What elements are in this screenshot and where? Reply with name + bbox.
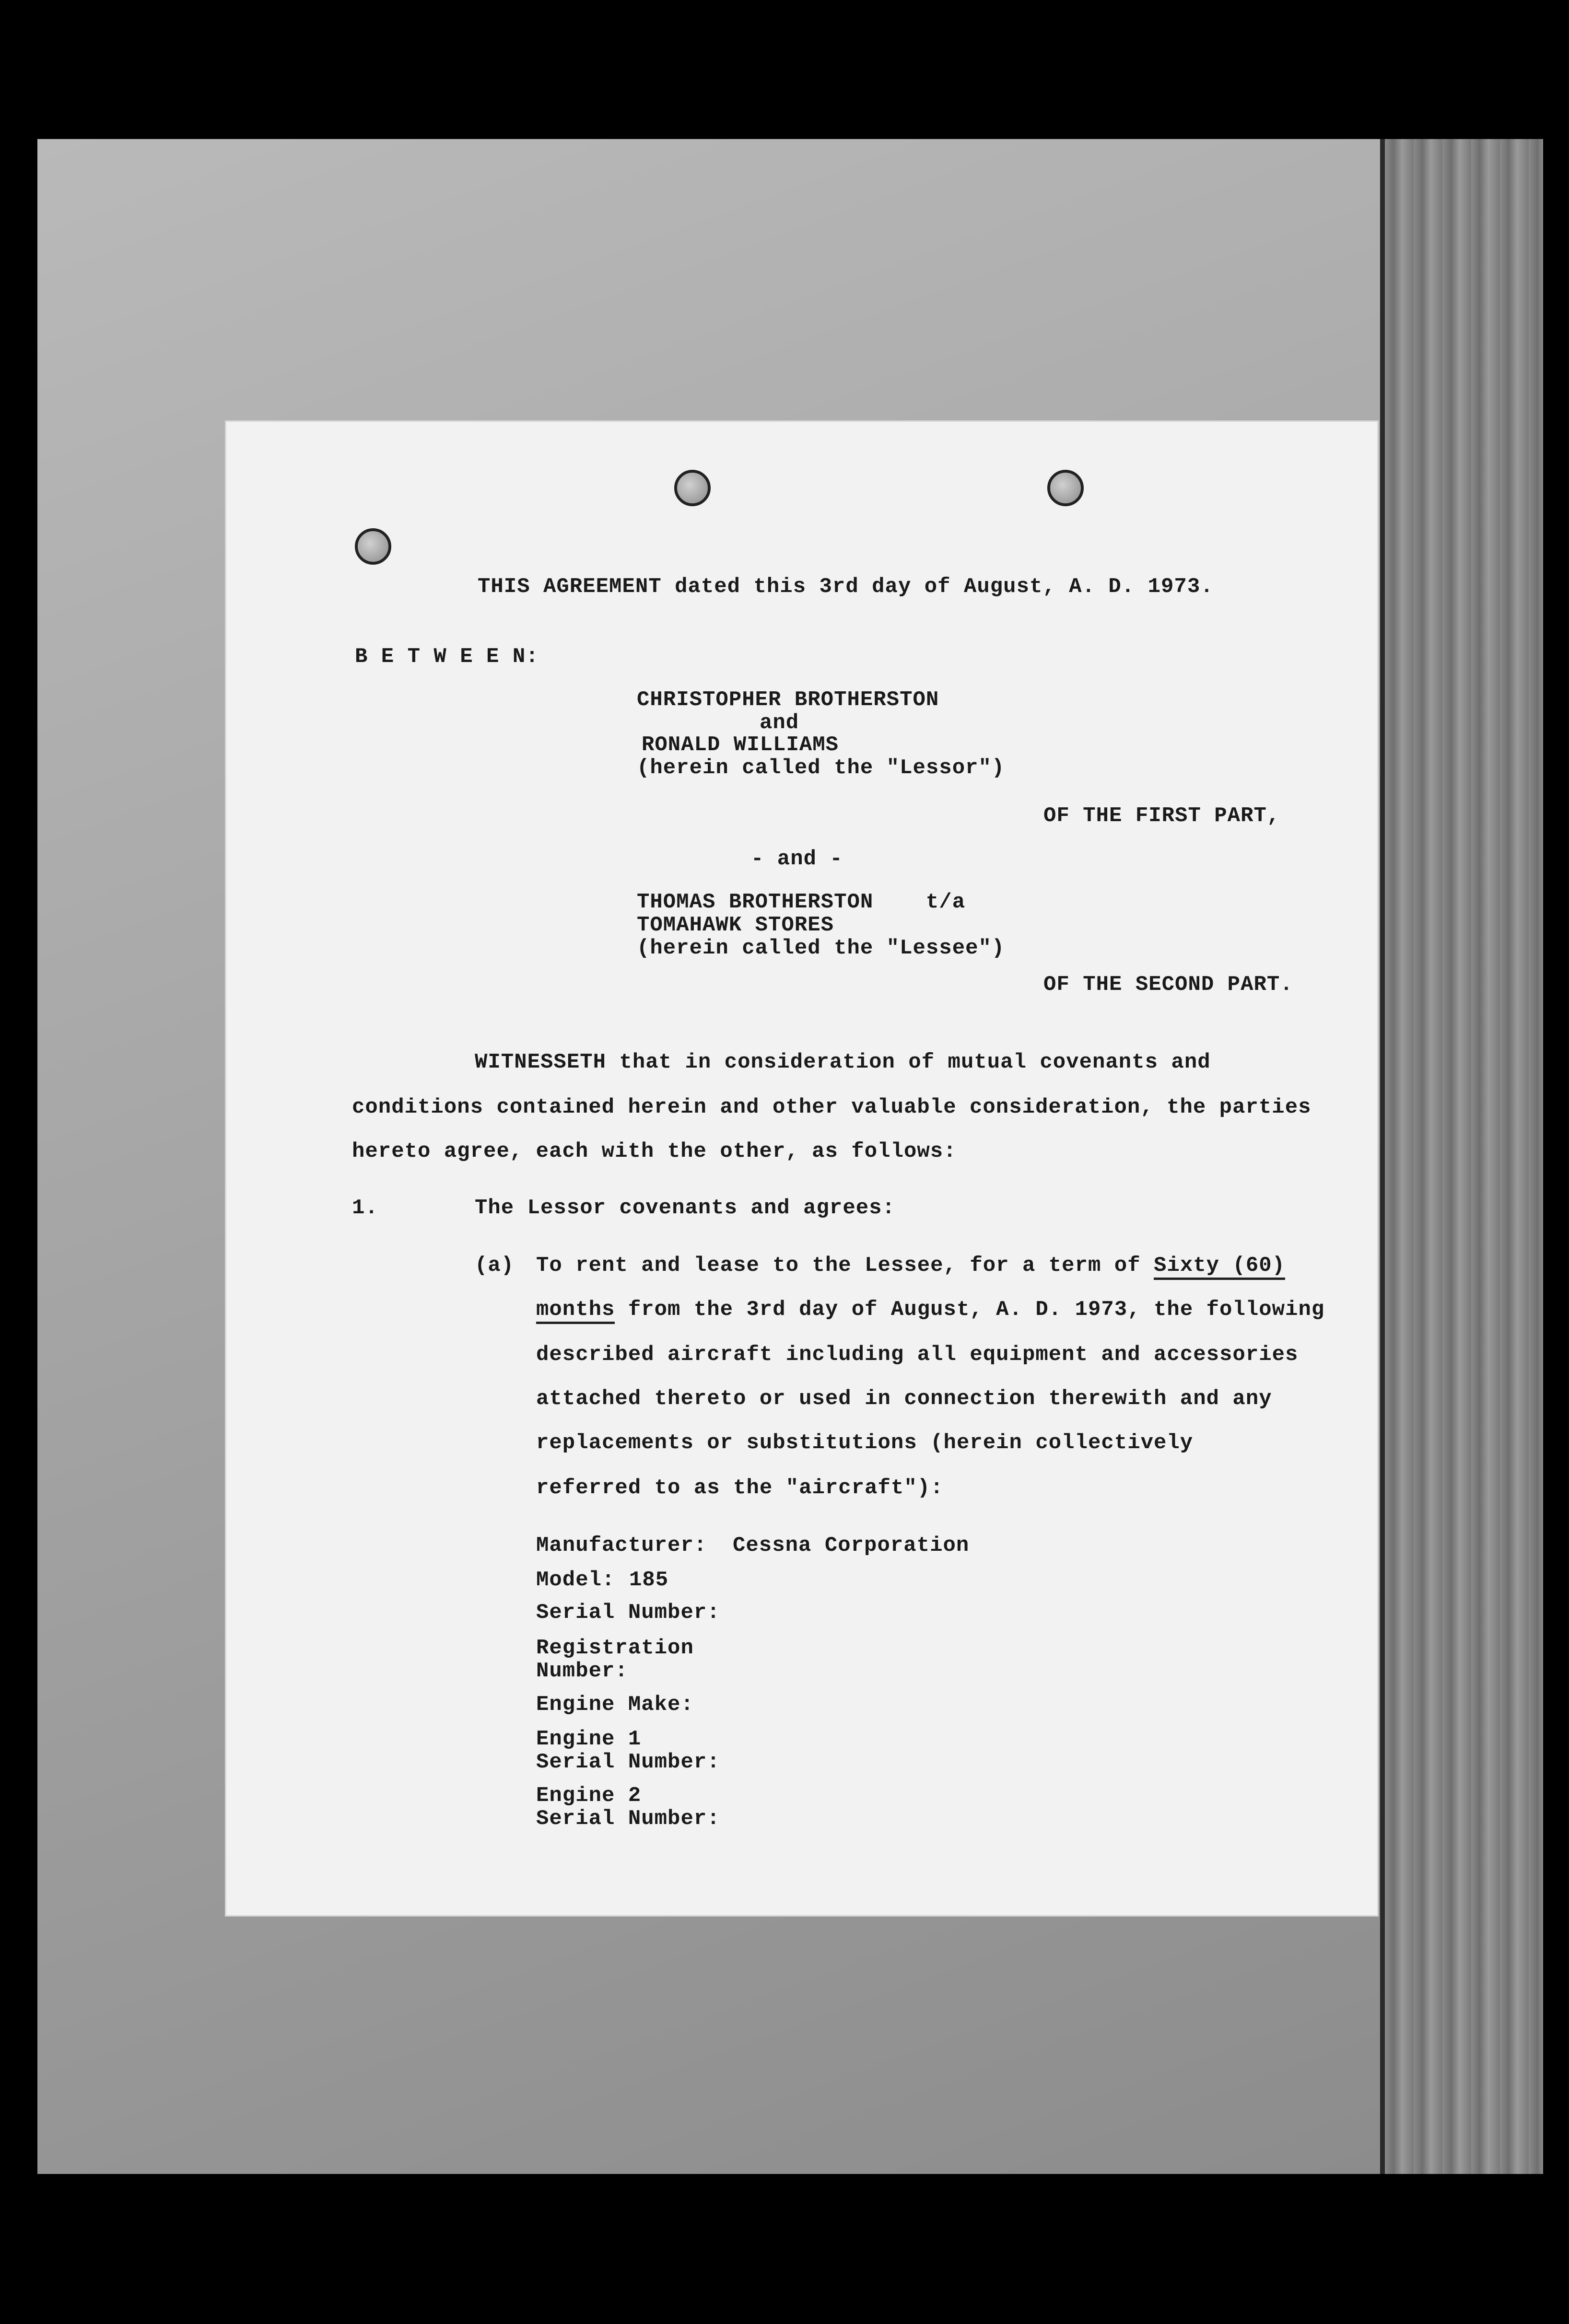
manufacturer-label: Manufacturer: <box>536 1534 707 1557</box>
subclause-line-1-text: To rent and lease to the Lessee, for a term of <box>536 1254 1154 1278</box>
subclause-line-2-text: from the 3rd day of August, A. D. 1973, the following <box>615 1298 1325 1322</box>
witness-line-1: WITNESSETH that in consideration of mutual covenants and <box>475 1050 1211 1074</box>
subclause-line-3: described aircraft including all equipment and accessories <box>536 1343 1299 1367</box>
subclause-line-5: replacements or substitutions (herein collectively <box>536 1431 1194 1455</box>
subclause-label: (a) <box>475 1254 515 1278</box>
subclause-line-1 <box>536 1254 1285 1277</box>
months-underlined: months <box>536 1298 615 1324</box>
clause-text: The Lessor covenants and agrees: <box>475 1196 895 1220</box>
first-part: OF THE FIRST PART, <box>1043 804 1280 828</box>
party2-called: (herein called the "Lessee") <box>637 936 1005 960</box>
party1-name-1: CHRISTOPHER BROTHERSTON <box>637 688 939 712</box>
party1-called: (herein called the "Lessor") <box>637 756 1005 780</box>
subclause-line-2 <box>536 1298 1324 1321</box>
punch-hole-icon <box>674 470 711 506</box>
clause-number: 1. <box>352 1196 378 1220</box>
engine2-label-1: Engine 2 <box>536 1784 642 1808</box>
witness-line-2: conditions contained herein and other valuable consideration, the parties <box>352 1095 1311 1119</box>
term-underlined: Sixty (60) <box>1154 1254 1285 1280</box>
punch-hole-icon <box>355 528 391 565</box>
engine1-label-2: Serial Number: <box>536 1750 720 1774</box>
subclause-line-6: referred to as the "aircraft"): <box>536 1476 944 1500</box>
party1-and: and <box>760 711 799 735</box>
model-label: Model: <box>536 1568 615 1592</box>
model-value: 185 <box>629 1568 669 1592</box>
wooden-frame-edge <box>1380 139 1543 2174</box>
engine1-label-1: Engine 1 <box>536 1727 642 1751</box>
between-heading: B E T W E E N: <box>355 645 539 669</box>
engine2-label-2: Serial Number: <box>536 1807 720 1831</box>
party2-name-1: THOMAS BROTHERSTON t/a <box>637 890 966 914</box>
witness-line-3: hereto agree, each with the other, as follows: <box>352 1139 957 1163</box>
party2-name-2: TOMAHAWK STORES <box>637 913 834 937</box>
subclause-line-4: attached thereto or used in connection therewith and any <box>536 1387 1272 1411</box>
agreement-intro: THIS AGREEMENT dated this 3rd day of August, A. D. 1973. <box>478 575 1214 599</box>
and-separator: - and - <box>751 847 843 871</box>
registration-label-1: Registration <box>536 1636 694 1660</box>
manufacturer-value: Cessna Corporation <box>733 1534 970 1557</box>
party1-name-2: RONALD WILLIAMS <box>642 733 839 757</box>
second-part: OF THE SECOND PART. <box>1043 973 1293 997</box>
registration-label-2: Number: <box>536 1659 628 1683</box>
punch-hole-icon <box>1047 470 1084 506</box>
engine-make-label: Engine Make: <box>536 1693 694 1717</box>
serial-label: Serial Number: <box>536 1601 720 1625</box>
